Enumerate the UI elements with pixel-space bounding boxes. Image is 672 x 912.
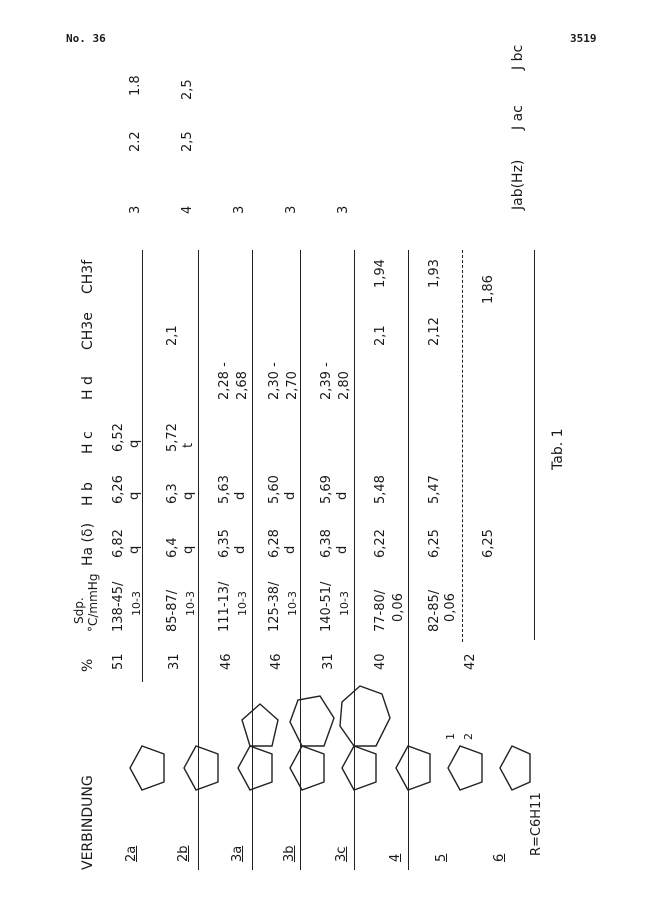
cell-bp: 111-13/: [217, 581, 232, 632]
col-ha: Ha (δ): [80, 522, 96, 566]
cell-hb-mult: q: [127, 491, 142, 500]
cell-ha: 6,82: [111, 529, 126, 558]
col-jab: Jab(Hz): [510, 159, 526, 210]
cell-ha: 6,25: [481, 529, 496, 558]
cell-ha: 6,22: [373, 529, 388, 558]
cell-pct: 46: [269, 653, 284, 670]
cell-bp-pressure: 0,06: [391, 593, 406, 622]
isomer-2: 2: [462, 733, 475, 740]
col-ch3e: CH3e: [80, 312, 96, 350]
cell-ch3e: 2,1: [165, 325, 180, 346]
cell-hd: 2,30 -: [267, 362, 282, 400]
cell-jab: 3: [128, 205, 143, 214]
col-bp: °C/mmHg: [86, 573, 100, 632]
cell-ha: 6,25: [427, 529, 442, 558]
cell-hb: 5,47: [427, 475, 442, 504]
compound-label: 3c: [334, 846, 349, 862]
cell-pct: 31: [167, 653, 182, 670]
cell-ch3f: 1,94: [373, 259, 388, 288]
cell-pct: 46: [219, 653, 234, 670]
compound-label: 5: [434, 853, 449, 862]
page-number: 3519: [570, 32, 597, 45]
cell-jab: 3: [232, 205, 247, 214]
table-caption: Tab. 1: [550, 428, 566, 470]
col-hc: H c: [80, 431, 96, 454]
cell-pct: 31: [321, 653, 336, 670]
col-hd: H d: [80, 376, 96, 400]
col-jbc: J bc: [510, 44, 526, 70]
row-rule-dashed: [462, 250, 463, 642]
compound-label: 2b: [176, 845, 191, 862]
row-rule: [534, 250, 535, 640]
cell-hb: 5,60: [267, 475, 282, 504]
cell-bp-pressure: 10-3: [338, 591, 351, 616]
cell-jab: 3: [284, 205, 299, 214]
col-ch3f: CH3f: [80, 259, 96, 294]
compound-label: 3a: [230, 845, 245, 862]
compound-label: 2a: [124, 845, 139, 862]
cell-ha: 6,35: [217, 529, 232, 558]
cell-bp: 82-85/: [427, 589, 442, 632]
col-hb: H b: [80, 482, 96, 506]
rotated-table: [72, 250, 572, 870]
cell-pct: 40: [373, 653, 388, 670]
cell-hc-mult: t: [181, 442, 196, 448]
cell-hb: 5,69: [319, 475, 334, 504]
cell-bp-pressure: 10-3: [130, 591, 143, 616]
cell-hd: 2,39 -: [319, 362, 334, 400]
cell-hb: 6,3: [165, 483, 180, 504]
compound-label: 4: [388, 853, 403, 862]
cell-ch3f: 1,93: [427, 259, 442, 288]
col-bp-top: Sdp.: [72, 597, 86, 624]
cell-hd-upper: 2,68: [235, 371, 250, 400]
cell-hc-mult: q: [127, 439, 142, 448]
col-jac: J ac: [510, 105, 526, 130]
cell-bp-pressure: 10-3: [184, 591, 197, 616]
cell-ha-mult: d: [335, 545, 350, 554]
cell-jab: 3: [336, 205, 351, 214]
cell-hb-mult: q: [181, 491, 196, 500]
cell-hb: 5,63: [217, 475, 232, 504]
cell-ch3f: 1,86: [481, 275, 496, 304]
cell-hb-mult: d: [335, 491, 350, 500]
cell-ha-mult: q: [181, 545, 196, 554]
cell-ha-mult: d: [233, 545, 248, 554]
cell-hb: 5,48: [373, 475, 388, 504]
cell-ha: 6,28: [267, 529, 282, 558]
cell-ha-mult: q: [127, 545, 142, 554]
cell-bp: 140-51/: [319, 581, 334, 632]
cell-ch3e: 2,12: [427, 317, 442, 346]
cell-bp: 138-45/: [111, 581, 126, 632]
compound-label: 3b: [282, 845, 297, 862]
cell-pct: 51: [111, 653, 126, 670]
cell-hb-mult: d: [283, 491, 298, 500]
cell-bp: 85-87/: [165, 589, 180, 632]
col-compound: VERBINDUNG: [80, 775, 96, 870]
cell-bp-pressure: 10-3: [236, 591, 249, 616]
cell-hb: 6,26: [111, 475, 126, 504]
cell-hb-mult: d: [233, 491, 248, 500]
cell-jab: 4: [180, 205, 195, 214]
col-percent: %: [80, 658, 96, 672]
cell-ha-mult: d: [283, 545, 298, 554]
cell-hd-upper: 2,80: [337, 371, 352, 400]
cell-jac: 2.2: [128, 131, 143, 152]
pyrrole-structures: [102, 680, 532, 830]
cell-jbc: 1.8: [128, 75, 143, 96]
cell-hc: 6,52: [111, 423, 126, 452]
cell-jac: 2,5: [180, 131, 195, 152]
cell-jbc: 2,5: [180, 79, 195, 100]
cell-hd: 2,28 -: [217, 362, 232, 400]
row-rule: [142, 250, 143, 682]
cell-hd-upper: 2,70: [285, 371, 300, 400]
cell-hc: 5,72: [165, 423, 180, 452]
journal-issue: No. 36: [66, 32, 106, 45]
cell-pct: 42: [463, 653, 478, 670]
cell-ha: 6,4: [165, 537, 180, 558]
cell-bp-pressure: 10-3: [286, 591, 299, 616]
cell-bp: 77-80/: [373, 589, 388, 632]
isomer-1: 1: [444, 733, 457, 740]
footnote: R=C6H11: [529, 792, 544, 856]
cell-ha: 6,38: [319, 529, 334, 558]
compound-label: 6: [492, 853, 507, 862]
cell-bp: 125-38/: [267, 581, 282, 632]
cell-ch3e: 2,1: [373, 325, 388, 346]
cell-bp-pressure: 0,06: [443, 593, 458, 622]
